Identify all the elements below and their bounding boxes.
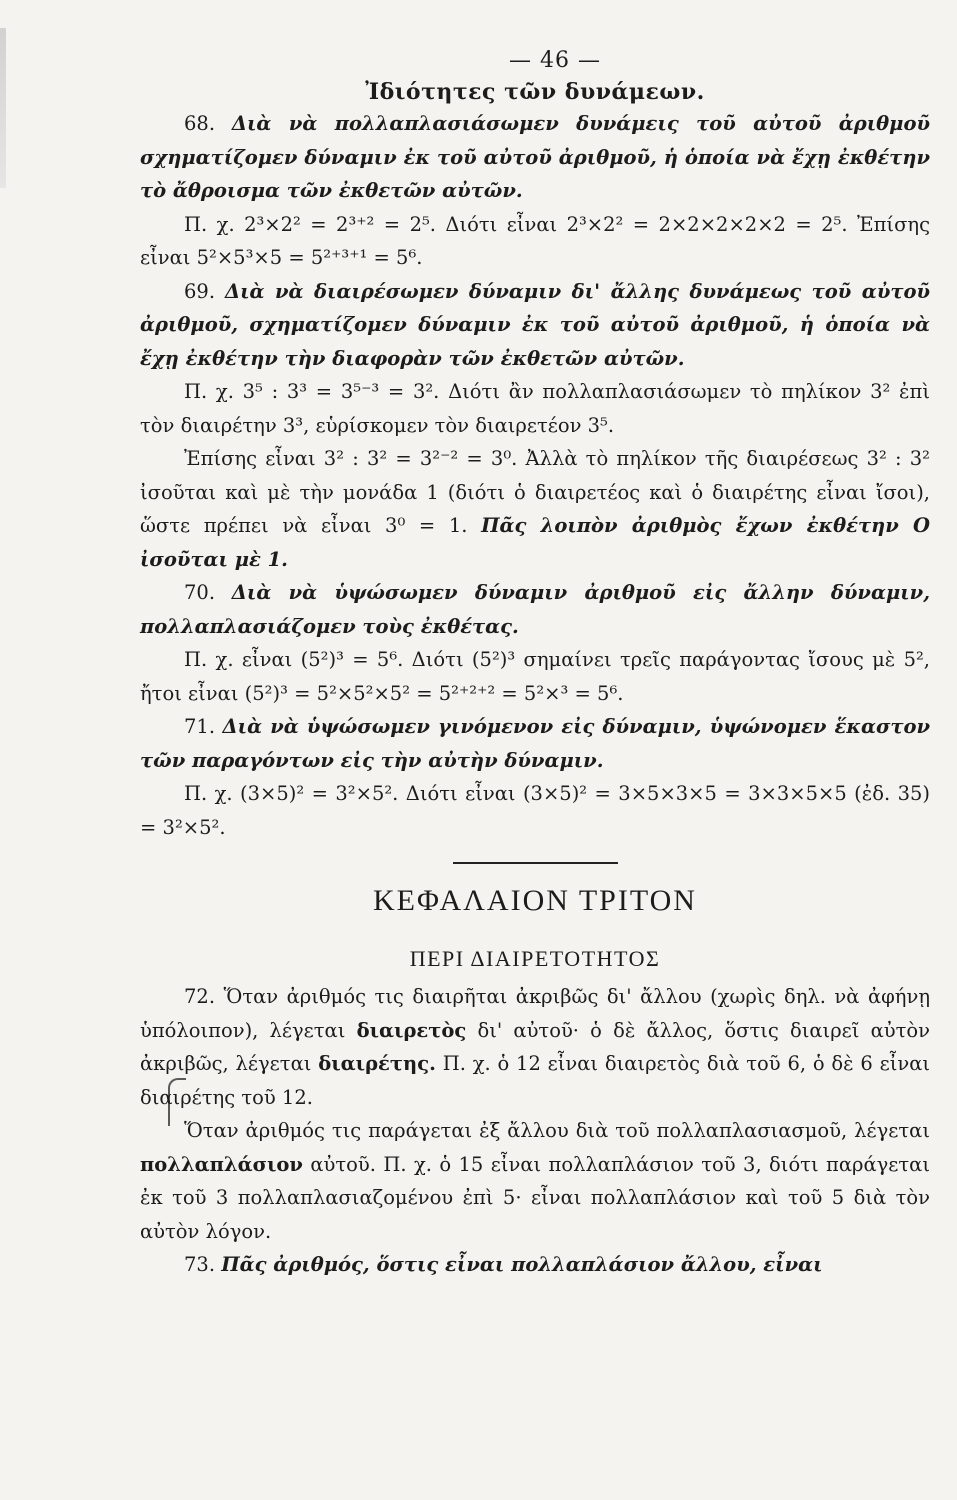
body-text: δι' αὐτοῦ· ὁ δὲ ἄλλος, ὅστις διαιρεῖ αὐτὸν ἀκριβῶς, λέγεται (140, 1018, 930, 1075)
paragraph-number: 73. (184, 1253, 216, 1276)
paragraph-number: 69. (184, 279, 216, 303)
example-text: Ἐπίσης εἶναι 3² : 3² = 3²⁻² = 3⁰. Ἀλλὰ τὸ πηλίκον τῆς διαιρέσεως 3² : 3² ἰσοῦται καὶ μὲ τὴν μονάδα 1 (διότι ὁ διαιρετέος καὶ ὁ διαιρέτης εἶναι ἴσοι), ὥστε πρέπει νὰ εἶναι 3⁰ = 1. (140, 447, 930, 537)
rule-text: Πᾶς ἀριθμός, ὅστις εἶναι πολλαπλάσιον ἄλλου, εἶναι (221, 1253, 823, 1276)
paragraph-number: 70. (184, 581, 216, 604)
paragraph-70 (140, 576, 930, 643)
term-bold: πολλαπλάσιον (140, 1152, 303, 1176)
rule-text: Διὰ νὰ πολλαπλασιάσωμεν δυνάμεις τοῦ αὐτοῦ ἀριθμοῦ σχηματίζομεν δύναμιν ἐκ τοῦ αὐτοῦ ἀριθμοῦ, ἡ ὁποία νὰ ἔχῃ ἐκθέτην τὸ ἄθροισμα τῶν ἐκθετῶν αὐτῶν. (140, 112, 930, 202)
section-heading: Ἰδιότητες τῶν δυνάμεων. (365, 79, 705, 105)
chapter-title: ΚΕΦΑΛΑΙΟΝ ΤΡΙΤΟΝ (373, 884, 697, 917)
paragraph-72-multiples (140, 1114, 930, 1248)
body-text: Ὅταν ἀριθμός τις παράγεται ἐξ ἄλλου διὰ τοῦ πολλαπλασιασμοῦ, λέγεται (184, 1119, 930, 1142)
example-69: Π. χ. 3⁵ : 3³ = 3⁵⁻³ = 3². Διότι ἂν πολλαπλασιάσωμεν τὸ πηλίκον 3² ἐπὶ τὸν διαιρέτην 3³, εὑρίσκομεν τὸν διαιρετέον 3⁵. (140, 380, 930, 437)
body-text: αὐτοῦ. Π. χ. ὁ 15 εἶναι πολλαπλάσιον τοῦ 3, διότι παράγεται ἐκ τοῦ 3 πολλαπλασιαζομένου ἐπὶ 5· εἶναι πολλαπλάσιον καὶ τοῦ 5 διὰ τὸν αὐτὸν λόγον. (140, 1152, 930, 1243)
rule-text: Διὰ νὰ διαιρέσωμεν δύναμιν δι' ἄλλης δυνάμεως τοῦ αὐτοῦ ἀριθμοῦ, σχηματίζομεν δύναμιν ἐκ τοῦ αὐτοῦ ἀριθμοῦ, ἡ ὁποία νὰ ἔχῃ ἐκθέτην τὴν διαφορὰν τῶν ἐκθετῶν αὐτῶν. (140, 279, 930, 370)
example-71: Π. χ. (3×5)² = 3²×5². Διότι εἶναι (3×5)² = 3×5×3×5 = 3×3×5×5 (ἐδ. 35) = 3²×5². (140, 782, 930, 839)
body-text: Π. χ. ὁ 12 εἶναι διαιρετὸς διὰ τοῦ 6, ὁ δὲ 6 εἶναι διαιρέτης τοῦ 12. (140, 1052, 931, 1109)
term-bold: διαιρετὸς (356, 1018, 467, 1042)
chapter-subtitle: ΠΕΡΙ ΔΙΑΙΡΕΤΟΤΗΤΟΣ (409, 946, 661, 971)
example-69-continued (140, 442, 930, 576)
paragraph-73 (140, 1248, 930, 1282)
paragraph-72 (140, 980, 930, 1114)
paragraph-71 (140, 710, 930, 777)
paragraph-68 (140, 107, 930, 208)
margin-shadow (0, 28, 6, 188)
section-divider (453, 862, 618, 864)
example-70: Π. χ. εἶναι (5²)³ = 5⁶. Διότι (5²)³ σημαίνει τρεῖς παράγοντας ἴσους μὲ 5², ἤτοι εἶναι (5²)³ = 5²×5²×5² = 5²⁺²⁺² = 5²×³ = 5⁶. (140, 648, 930, 705)
page (140, 48, 930, 1282)
rule-text: Πᾶς λοιπὸν ἀριθμὸς ἔχων ἐκθέτην Ο ἰσοῦται μὲ 1. (140, 514, 930, 571)
paragraph-number: 71. (184, 715, 216, 738)
example-68: Π. χ. 2³×2² = 2³⁺² = 2⁵. Διότι εἶναι 2³×2² = 2×2×2×2×2 = 2⁵. Ἐπίσης εἶναι 5²×5³×5 = 5²⁺³⁺¹ = 5⁶. (140, 212, 930, 269)
rule-text: Διὰ νὰ ὑψώσωμεν γινόμενον εἰς δύναμιν, ὑψώνομεν ἕκαστον τῶν παραγόντων εἰς τὴν αὐτὴν δύναμιν. (140, 715, 930, 772)
rule-text: Διὰ νὰ ὑψώσωμεν δύναμιν ἀριθμοῦ εἰς ἄλλην δύναμιν, πολλαπλασιάζομεν τοὺς ἐκθέτας. (140, 581, 930, 638)
paragraph-69 (140, 275, 930, 376)
paragraph-number: 68. (184, 112, 216, 135)
page-number: — 46 — (509, 48, 601, 73)
body-text: Ὅταν ἀριθμός τις διαιρῆται ἀκριβῶς δι' ἄλλου (χωρὶς δηλ. νὰ ἀφήνῃ ὑπόλοιπον), λέγεται (140, 985, 931, 1042)
paragraph-number: 72. (184, 985, 216, 1008)
term-bold: διαιρέτης. (318, 1052, 436, 1075)
